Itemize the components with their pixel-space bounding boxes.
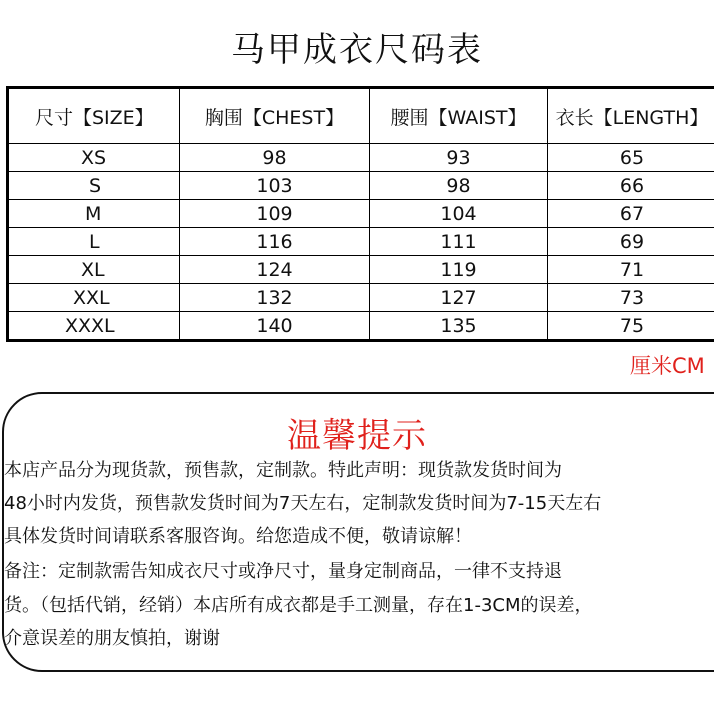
chest-cell: 98 <box>180 144 370 172</box>
size-cell: S <box>8 172 180 200</box>
header-waist: 腰围【WAIST】 <box>370 88 548 144</box>
chest-cell: 116 <box>180 228 370 256</box>
length-cell: 67 <box>548 200 714 228</box>
size-cell: XL <box>8 256 180 284</box>
unit-label: 厘米CM <box>630 354 705 378</box>
length-cell: 66 <box>548 172 714 200</box>
table-row <box>8 172 714 200</box>
waist-cell: 93 <box>370 144 548 172</box>
table-row <box>8 312 714 341</box>
table-row <box>8 228 714 256</box>
table-header-row <box>8 88 714 144</box>
header-chest: 胸围【CHEST】 <box>180 88 370 144</box>
table-row <box>8 256 714 284</box>
notice-line: 本店产品分为现货款，预售款，定制款。特此声明：现货款发货时间为 <box>4 460 562 481</box>
size-cell: XXL <box>8 284 180 312</box>
size-cell: L <box>8 228 180 256</box>
notice-line: 货。（包括代销，经销）本店所有成衣都是手工测量，存在1-3CM的误差， <box>4 595 593 616</box>
length-cell: 65 <box>548 144 714 172</box>
notice-line: 备注：定制款需告知成衣尺寸或净尺寸，量身定制商品，一律不支持退 <box>4 561 562 582</box>
chest-cell: 109 <box>180 200 370 228</box>
table-row <box>8 144 714 172</box>
length-cell: 75 <box>548 312 714 341</box>
size-cell: M <box>8 200 180 228</box>
waist-cell: 111 <box>370 228 548 256</box>
chest-cell: 140 <box>180 312 370 341</box>
table-row <box>8 284 714 312</box>
length-cell: 73 <box>548 284 714 312</box>
page-title: 马甲成衣尺码表 <box>231 30 483 70</box>
length-cell: 69 <box>548 228 714 256</box>
waist-cell: 135 <box>370 312 548 341</box>
notice-line: 48小时内发货，预售款发货时间为7天左右，定制款发货时间为7-15天左右 <box>4 493 602 514</box>
size-chart-table <box>6 86 714 342</box>
length-cell: 71 <box>548 256 714 284</box>
table-row <box>8 200 714 228</box>
waist-cell: 127 <box>370 284 548 312</box>
chest-cell: 103 <box>180 172 370 200</box>
size-cell: XXXL <box>8 312 180 341</box>
header-length: 衣长【LENGTH】 <box>548 88 714 144</box>
waist-cell: 104 <box>370 200 548 228</box>
header-size: 尺寸【SIZE】 <box>8 88 180 144</box>
notice-line: 具体发货时间请联系客服咨询。给您造成不便，敬请谅解！ <box>4 526 472 547</box>
waist-cell: 119 <box>370 256 548 284</box>
notice-title: 温馨提示 <box>287 416 427 456</box>
waist-cell: 98 <box>370 172 548 200</box>
chest-cell: 124 <box>180 256 370 284</box>
notice-line: 介意误差的朋友慎拍，谢谢 <box>4 628 220 649</box>
chest-cell: 132 <box>180 284 370 312</box>
size-cell: XS <box>8 144 180 172</box>
